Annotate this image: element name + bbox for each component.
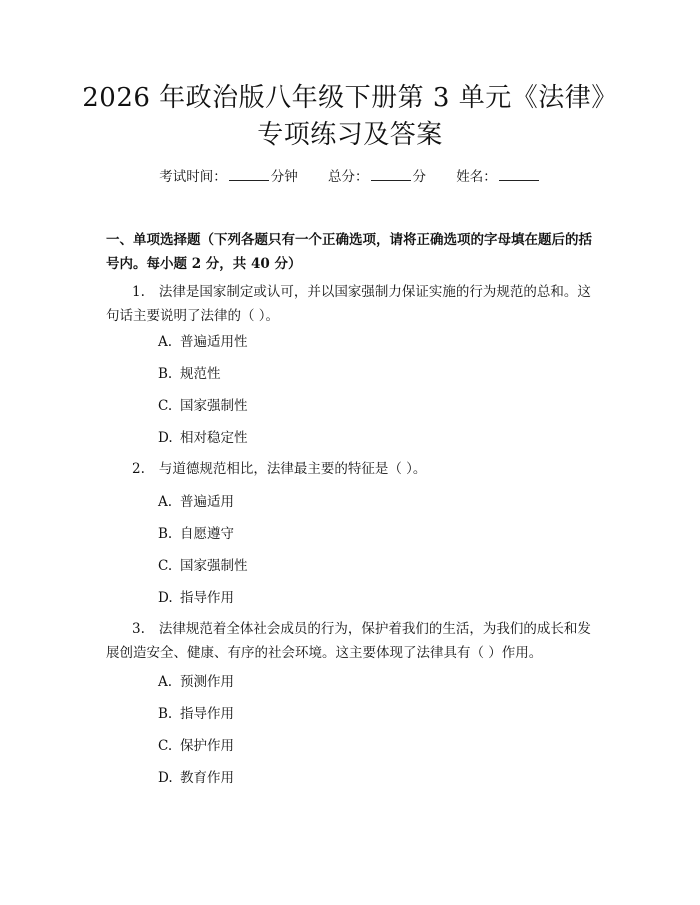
option-text: 教育作用 <box>180 770 234 786</box>
exam-time-unit: 分钟 <box>270 169 298 185</box>
option-letter: B. <box>158 366 173 382</box>
question-3 <box>106 617 598 665</box>
option-text: 普遍适用 <box>180 494 234 510</box>
option-text: 保护作用 <box>180 738 234 754</box>
student-name-label: 姓名： <box>456 169 497 185</box>
option-text: 指导作用 <box>180 590 234 606</box>
option-text: 指导作用 <box>180 706 234 722</box>
option-letter: D. <box>158 430 173 446</box>
question-2-option-d <box>158 587 234 609</box>
question-2-option-a <box>158 491 234 513</box>
question-1 <box>106 280 598 328</box>
option-text: 预测作用 <box>180 674 234 690</box>
total-score-unit: 分 <box>412 169 426 185</box>
option-text: 普遍适用性 <box>180 334 248 350</box>
total-score <box>328 166 426 188</box>
option-letter: A. <box>158 494 173 510</box>
option-text: 规范性 <box>180 366 221 382</box>
question-3-option-d <box>158 767 234 789</box>
question-text: 法律规范着全体社会成员的行为，保护着我们的生活，为我们的成长和发展创造安全、健康、有序的社会环境。这主要体现了法律具有（ ）作用。 <box>106 621 591 661</box>
question-3-option-b <box>158 703 234 725</box>
option-letter: B. <box>158 706 173 722</box>
document-title-line2: 专项练习及答案 <box>257 120 443 150</box>
question-1-option-d <box>158 427 248 449</box>
exam-time-blank <box>229 166 269 181</box>
question-2 <box>106 457 598 481</box>
exam-time <box>159 166 298 188</box>
question-number: 1. <box>132 284 145 300</box>
option-letter: D. <box>158 770 173 786</box>
option-text: 相对稳定性 <box>180 430 248 446</box>
exam-info <box>0 166 700 188</box>
student-name-blank <box>499 166 539 181</box>
question-text: 法律是国家制定或认可，并以国家强制力保证实施的行为规范的总和。这句话主要说明了法律的（ ）。 <box>106 284 591 324</box>
question-3-option-c <box>158 735 234 757</box>
option-letter: C. <box>158 558 173 574</box>
option-letter: A. <box>158 674 173 690</box>
section-heading: 一、单项选择题（下列各题只有一个正确选项，请将正确选项的字母填在题后的括号内。每小题 2 分，共 40 分） <box>106 232 592 272</box>
question-number: 2. <box>132 461 145 477</box>
question-text: 与道德规范相比，法律最主要的特征是（ ）。 <box>158 461 427 477</box>
option-text: 国家强制性 <box>180 398 248 414</box>
question-3-option-a <box>158 671 234 693</box>
option-letter: D. <box>158 590 173 606</box>
option-letter: A. <box>158 334 173 350</box>
question-number: 3. <box>132 621 145 637</box>
option-text: 自愿遵守 <box>180 526 234 542</box>
exam-time-label: 考试时间： <box>159 169 227 185</box>
document-title-line1: 2026 年政治版八年级下册第 3 单元《法律》 <box>82 83 618 113</box>
total-score-blank <box>371 166 411 181</box>
total-score-label: 总分： <box>328 169 369 185</box>
question-1-option-b <box>158 363 221 385</box>
question-1-option-a <box>158 331 248 353</box>
option-letter: B. <box>158 526 173 542</box>
question-1-option-c <box>158 395 248 417</box>
question-2-option-c <box>158 555 248 577</box>
option-text: 国家强制性 <box>180 558 248 574</box>
option-letter: C. <box>158 738 173 754</box>
student-name <box>456 166 541 188</box>
option-letter: C. <box>158 398 173 414</box>
question-2-option-b <box>158 523 234 545</box>
